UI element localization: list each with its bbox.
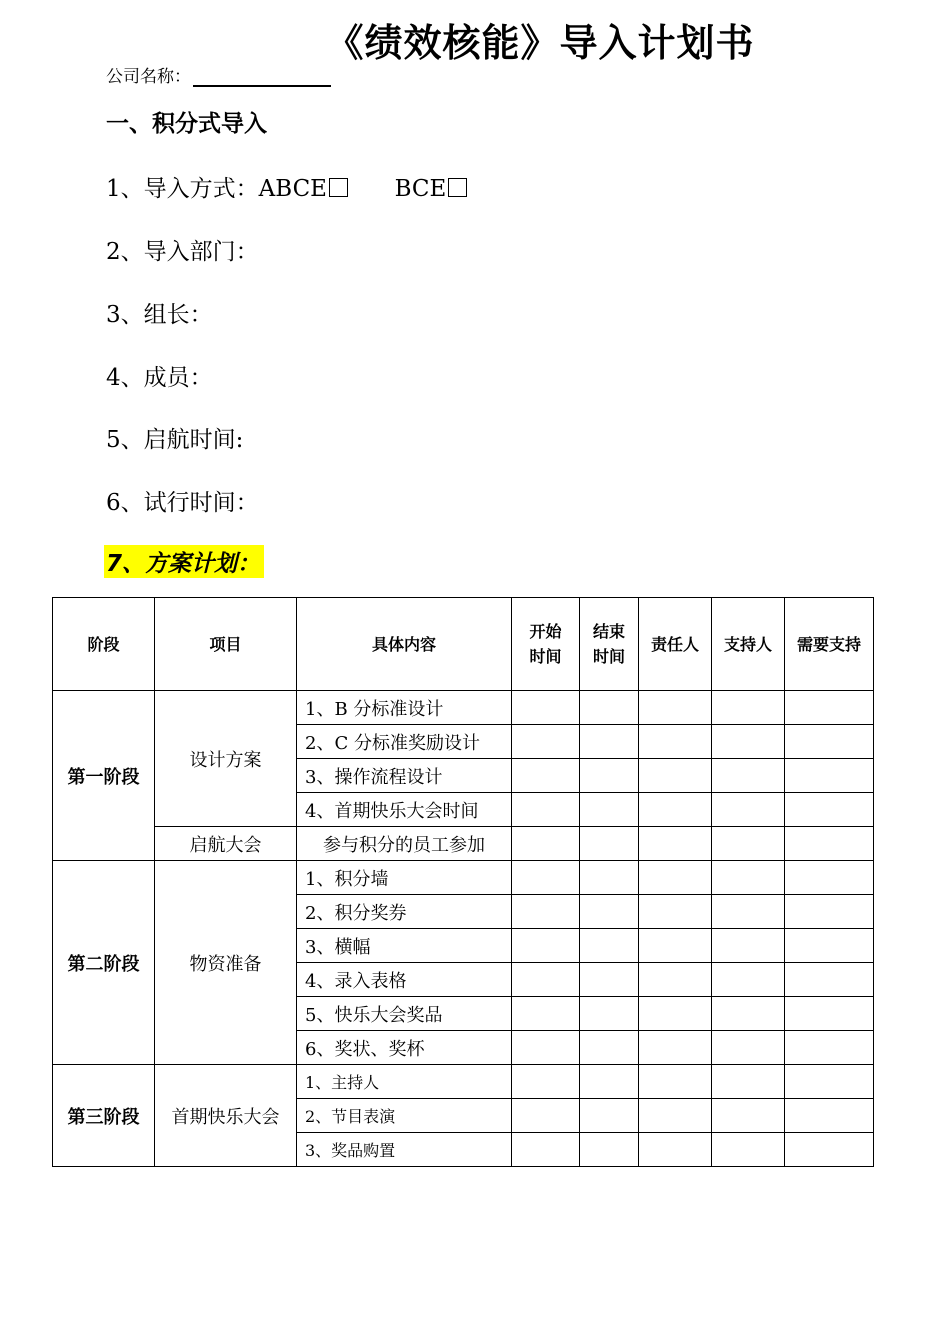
- start-time-cell[interactable]: [512, 793, 580, 827]
- content-cell: 3、横幅: [297, 929, 512, 963]
- needed-support-cell[interactable]: [785, 1133, 874, 1167]
- section-heading: 一、积分式导入: [106, 111, 267, 137]
- start-time-cell[interactable]: [512, 827, 580, 861]
- responsible-cell[interactable]: [639, 1099, 712, 1133]
- end-time-cell[interactable]: [580, 793, 639, 827]
- supporter-cell[interactable]: [712, 691, 785, 725]
- start-time-cell[interactable]: [512, 1031, 580, 1065]
- company-name-blank-line: [193, 67, 331, 87]
- supporter-cell[interactable]: [712, 861, 785, 895]
- responsible-cell[interactable]: [639, 997, 712, 1031]
- responsible-cell[interactable]: [639, 759, 712, 793]
- supporter-cell[interactable]: [712, 1099, 785, 1133]
- supporter-cell[interactable]: [712, 963, 785, 997]
- team-leader-item: 3、组长：: [106, 302, 213, 328]
- bce-checkbox[interactable]: [448, 178, 467, 197]
- table-row: [53, 827, 874, 861]
- content-cell: 1、积分墙: [297, 861, 512, 895]
- stage-cell: 第二阶段: [53, 861, 155, 1065]
- start-time-cell[interactable]: [512, 1065, 580, 1099]
- content-cell: 3、奖品购置: [297, 1133, 512, 1167]
- content-cell: 4、录入表格: [297, 963, 512, 997]
- needed-support-cell[interactable]: [785, 1031, 874, 1065]
- plan-table: [52, 597, 874, 1167]
- end-time-cell[interactable]: [580, 997, 639, 1031]
- import-method-label: 1、导入方式：ABCE: [106, 176, 327, 202]
- members-item: 4、成员：: [106, 365, 213, 391]
- header-end-time: 结束 时间: [580, 598, 639, 691]
- project-cell: 设计方案: [155, 691, 297, 827]
- start-time-cell[interactable]: [512, 1133, 580, 1167]
- responsible-cell[interactable]: [639, 725, 712, 759]
- responsible-cell[interactable]: [639, 861, 712, 895]
- start-time-cell[interactable]: [512, 691, 580, 725]
- needed-support-cell[interactable]: [785, 997, 874, 1031]
- end-time-cell[interactable]: [580, 759, 639, 793]
- supporter-cell[interactable]: [712, 793, 785, 827]
- start-time-cell[interactable]: [512, 861, 580, 895]
- responsible-cell[interactable]: [639, 895, 712, 929]
- plan-heading: 7、方案计划：: [104, 545, 264, 578]
- stage-cell: 第一阶段: [53, 691, 155, 861]
- needed-support-cell[interactable]: [785, 827, 874, 861]
- content-cell: 2、C 分标准奖励设计: [297, 725, 512, 759]
- responsible-cell[interactable]: [639, 827, 712, 861]
- content-cell: 2、节目表演: [297, 1099, 512, 1133]
- responsible-cell[interactable]: [639, 1133, 712, 1167]
- needed-support-cell[interactable]: [785, 895, 874, 929]
- end-time-cell[interactable]: [580, 929, 639, 963]
- start-time-cell[interactable]: [512, 759, 580, 793]
- header-content: 具体内容: [297, 598, 512, 691]
- responsible-cell[interactable]: [639, 963, 712, 997]
- content-cell: 4、首期快乐大会时间: [297, 793, 512, 827]
- content-cell: 6、奖状、奖杯: [297, 1031, 512, 1065]
- bce-option-label: BCE: [394, 176, 447, 202]
- start-time-cell[interactable]: [512, 895, 580, 929]
- end-time-cell[interactable]: [580, 963, 639, 997]
- responsible-cell[interactable]: [639, 929, 712, 963]
- abce-checkbox[interactable]: [329, 178, 348, 197]
- import-department-item: 2、导入部门：: [106, 239, 259, 265]
- needed-support-cell[interactable]: [785, 963, 874, 997]
- table-header-row: [53, 598, 874, 691]
- end-time-cell[interactable]: [580, 1031, 639, 1065]
- supporter-cell[interactable]: [712, 997, 785, 1031]
- start-time-cell[interactable]: [512, 963, 580, 997]
- responsible-cell[interactable]: [639, 691, 712, 725]
- needed-support-cell[interactable]: [785, 725, 874, 759]
- content-cell: 2、积分奖券: [297, 895, 512, 929]
- table-row: [53, 691, 874, 725]
- start-time-cell[interactable]: [512, 1099, 580, 1133]
- import-method-item: [106, 170, 467, 203]
- supporter-cell[interactable]: [712, 929, 785, 963]
- responsible-cell[interactable]: [639, 1065, 712, 1099]
- content-cell: 5、快乐大会奖品: [297, 997, 512, 1031]
- content-cell: 参与积分的员工参加: [297, 827, 512, 861]
- supporter-cell[interactable]: [712, 759, 785, 793]
- supporter-cell[interactable]: [712, 1133, 785, 1167]
- header-stage: 阶段: [53, 598, 155, 691]
- project-cell: 首期快乐大会: [155, 1065, 297, 1167]
- end-time-cell[interactable]: [580, 1133, 639, 1167]
- needed-support-cell[interactable]: [785, 793, 874, 827]
- responsible-cell[interactable]: [639, 1031, 712, 1065]
- company-name-field: [106, 62, 331, 87]
- document-title: 《绩效核能》导入计划书: [325, 21, 755, 65]
- start-time-cell[interactable]: [512, 929, 580, 963]
- stage-cell: 第三阶段: [53, 1065, 155, 1167]
- needed-support-cell[interactable]: [785, 929, 874, 963]
- needed-support-cell[interactable]: [785, 1065, 874, 1099]
- header-project: 项目: [155, 598, 297, 691]
- supporter-cell[interactable]: [712, 725, 785, 759]
- end-time-cell[interactable]: [580, 895, 639, 929]
- needed-support-cell[interactable]: [785, 759, 874, 793]
- content-cell: 1、B 分标准设计: [297, 691, 512, 725]
- supporter-cell[interactable]: [712, 827, 785, 861]
- table-row: [53, 1065, 874, 1099]
- start-time-cell[interactable]: [512, 997, 580, 1031]
- project-cell: 物资准备: [155, 861, 297, 1065]
- needed-support-cell[interactable]: [785, 1099, 874, 1133]
- end-time-cell[interactable]: [580, 1065, 639, 1099]
- needed-support-cell[interactable]: [785, 861, 874, 895]
- project-cell: 启航大会: [155, 827, 297, 861]
- end-time-cell[interactable]: [580, 1099, 639, 1133]
- end-time-cell[interactable]: [580, 861, 639, 895]
- responsible-cell[interactable]: [639, 793, 712, 827]
- header-needed-support: 需要支持: [785, 598, 874, 691]
- supporter-cell[interactable]: [712, 1031, 785, 1065]
- start-time-cell[interactable]: [512, 725, 580, 759]
- table-row: [53, 861, 874, 895]
- header-supporter: 支持人: [712, 598, 785, 691]
- end-time-cell[interactable]: [580, 827, 639, 861]
- header-start-time: 开始 时间: [512, 598, 580, 691]
- supporter-cell[interactable]: [712, 895, 785, 929]
- needed-support-cell[interactable]: [785, 691, 874, 725]
- end-time-cell[interactable]: [580, 691, 639, 725]
- header-responsible: 责任人: [639, 598, 712, 691]
- company-name-label: 公司名称：: [106, 67, 191, 87]
- content-cell: 3、操作流程设计: [297, 759, 512, 793]
- launch-time-item: 5、启航时间:: [106, 427, 244, 453]
- content-cell: 1、主持人: [297, 1065, 512, 1099]
- end-time-cell[interactable]: [580, 725, 639, 759]
- supporter-cell[interactable]: [712, 1065, 785, 1099]
- trial-time-item: 6、试行时间：: [106, 490, 259, 516]
